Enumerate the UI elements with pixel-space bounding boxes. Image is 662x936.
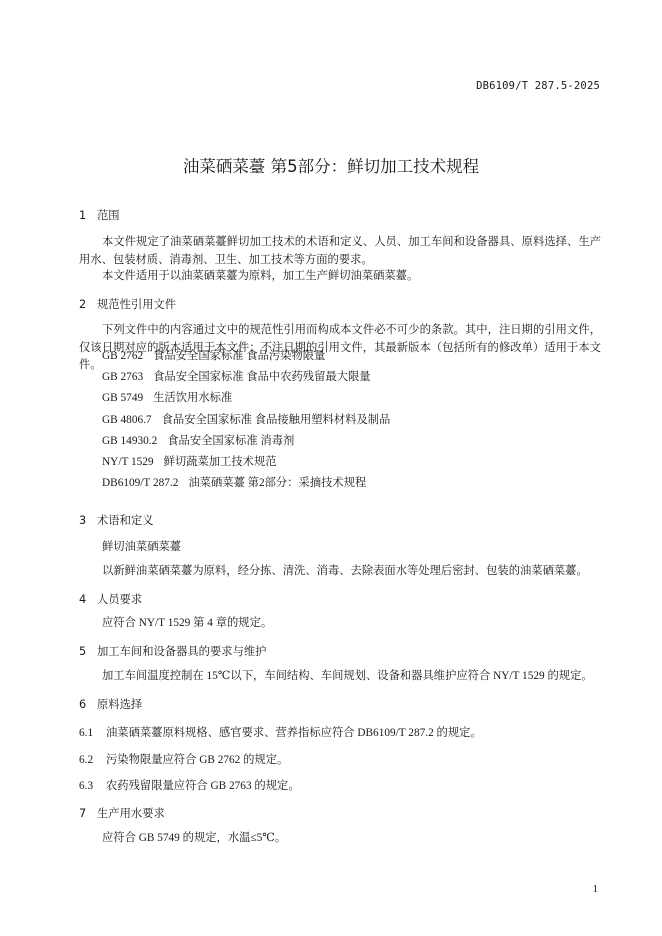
clause-6-3 [79,777,300,793]
section-number: 7 [79,807,87,820]
clause-6-1 [79,724,482,740]
section-title: 人员要求 [97,593,143,606]
reference-item [102,411,390,432]
section-1-heading [79,207,120,223]
section-number: 1 [79,209,87,222]
reference-title: 食品安全国家标准 食品接触用塑料材料及制品 [161,413,391,426]
reference-title: 食品安全国家标准 食品污染物限量 [153,350,326,362]
reference-code: GB 5749 [102,392,144,405]
reference-item [102,432,390,453]
section-title: 术语和定义 [97,514,154,527]
reference-title: 生活饮用水标准 [153,392,233,405]
reference-item [102,368,390,389]
reference-title: 食品安全国家标准 消毒剂 [167,434,295,447]
scope-paragraph-2: 本文件适用于以油菜硒菜薹为原料，加工生产鲜切油菜硒菜薹。 [102,270,419,282]
section-6-heading [79,696,142,712]
reference-title: 油菜硒菜薹 第2部分：采摘技术规程 [188,477,367,490]
workshop-requirement-text: 加工车间温度控制在 15℃以下，车间结构、车间规划、设备和器具维护应符合 NY/T 1529 的规定。 [102,670,593,682]
section-title: 规范性引用文件 [97,298,177,311]
clause-number: 6.3 [79,780,94,792]
page-number: 1 [592,883,598,895]
reference-item [102,389,390,410]
clause-number: 6.1 [79,727,94,739]
document-title: 油菜硒菜薹 第5部分：鲜切加工技术规程 [182,157,480,176]
section-4-heading [79,591,142,607]
section-7-heading [79,805,165,821]
section-number: 6 [79,698,87,711]
document-code: DB6109/T 287.5-2025 [476,80,600,92]
section-number: 5 [79,645,87,658]
reference-title: 食品安全国家标准 食品中农药残留最大限量 [153,371,371,384]
section-3-heading [79,512,154,528]
clause-text: 污染物限量应符合 GB 2762 的规定。 [106,754,289,766]
reference-item [102,347,390,368]
reference-code: NY/T 1529 [102,455,154,468]
reference-item [102,474,390,495]
reference-title: 鲜切蔬菜加工技术规范 [163,455,277,468]
section-title: 范围 [97,209,120,222]
reference-item [102,453,390,474]
reference-list [102,347,390,495]
reference-code: DB6109/T 287.2 [102,477,179,490]
section-number: 3 [79,514,87,527]
water-requirement-text: 应符合 GB 5749 的规定，水温≤5℃。 [102,832,287,844]
reference-code: GB 2763 [102,371,144,384]
section-title: 生产用水要求 [97,807,165,820]
section-2-heading [79,296,176,312]
clause-number: 6.2 [79,754,94,766]
reference-code: GB 4806.7 [102,413,152,426]
personnel-requirement-text: 应符合 NY/T 1529 第 4 章的规定。 [102,617,273,629]
section-title: 加工车间和设备器具的要求与维护 [97,645,267,658]
references-intro: 下列文件中的内容通过文中的规范性引用而构成本文件必不可少的条款。其中，注日期的引用文件，仅该日期对应的版本适用于本文件；不注日期的引用文件，其最新版本（包括所有的修改单）适用于本文件。 [79,324,601,371]
reference-code: GB 14930.2 [102,434,158,447]
clause-6-2 [79,751,288,767]
section-number: 4 [79,593,87,606]
clause-text: 油菜硒菜薹原料规格、感官要求、营养指标应符合 DB6109/T 287.2 的规定。 [106,727,482,739]
section-number: 2 [79,298,87,311]
section-title: 原料选择 [97,698,143,711]
term-definition: 以新鲜油菜硒菜薹为原料，经分拣、清洗、消毒、去除表面水等处理后密封、包装的油菜硒菜薹。 [102,565,588,577]
section-5-heading [79,643,266,659]
term-name: 鲜切油菜硒菜薹 [102,540,182,553]
clause-text: 农药残留限量应符合 GB 2763 的规定。 [106,780,300,792]
reference-code: GB 2762 [102,350,144,362]
scope-paragraph-1: 本文件规定了油菜硒菜薹鲜切加工技术的术语和定义、人员、加工车间和设备器具、原料选择、生产用水、包装材质、消毒剂、卫生、加工技术等方面的要求。 [79,236,601,266]
